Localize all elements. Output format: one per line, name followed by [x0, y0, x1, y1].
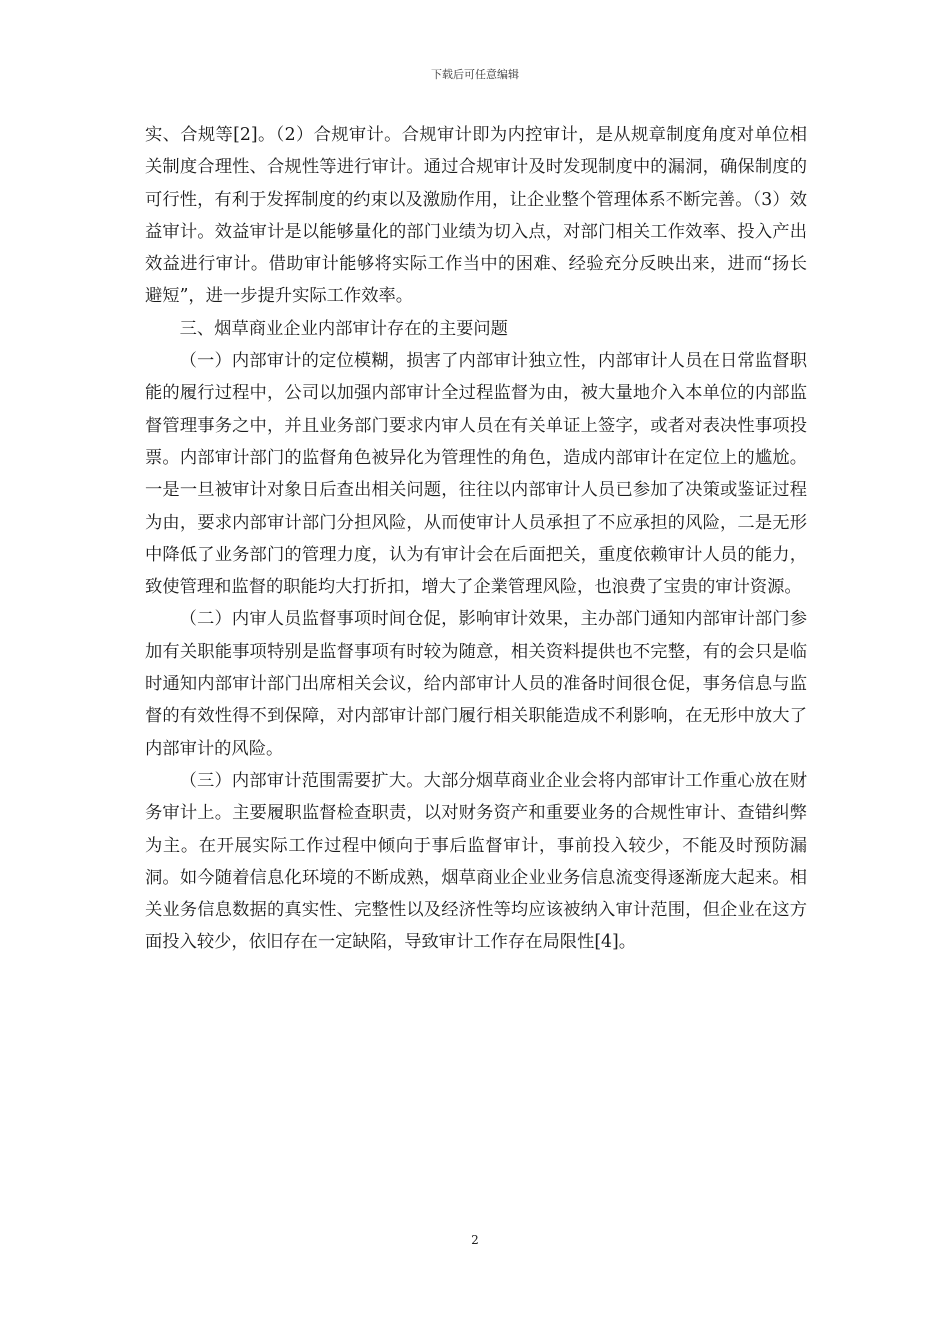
paragraph-issue-2: （二）内审人员监督事项时间仓促，影响审计效果，主办部门通知内部审计部门参加有关职能事项特别是监督事项有时较为随意，相关资料提供也不完整，有的会只是临时通知内部审计部门出席相关会议，给内部审计人员的准备时间很仓促，事务信息与监督的有效性得不到保障，对内部审计部门履行相关职能造成不利影响，在无形中放大了内部审计的风险。	[145, 609, 807, 759]
document-body	[145, 119, 807, 959]
paragraph-issue-1: （一）内部审计的定位模糊，损害了内部审计独立性，内部审计人员在日常监督职能的履行过程中，公司以加强内部审计全过程监督为由，被大量地介入本单位的内部监督管理事务之中，并且业务部门要求内审人员在有关单证上签字，或者对表决性事项投票。内部审计部门的监督角色被异化为管理性的角色，造成内部审计在定位上的尴尬。一是一旦被审计对象日后查出相关问题，往往以内部审计人员已参加了决策或鉴证过程为由，要求内部审计部门分担风险，从而使审计人员承担了不应承担的风险，二是无形中降低了业务部门的管理力度，认为有审计会在后面把关，重度依赖审计人员的能力，致使管理和监督的职能均大打折扣，增大了企業管理风险，也浪费了宝贵的审计资源。	[145, 351, 807, 598]
section-heading: 三、烟草商业企业内部审计存在的主要问题	[179, 318, 508, 339]
page-number: 2	[471, 1233, 479, 1247]
page-header: 下载后可任意编辑	[431, 68, 519, 81]
paragraph-continuation: 实、合规等[2]。（2）合规审计。合规审计即为内控审计，是从规章制度角度对单位相关制度合理性、合规性等进行审计。通过合规审计及时发现制度中的漏洞，确保制度的可行性，有利于发挥制度的约束以及激励作用，让企业整个管理体系不断完善。（3）效益审计。效益审计是以能够量化的部门业绩为切入点，对部门相关工作效率、投入产出效益进行审计。借助审计能够将实际工作当中的困难、经验充分反映出来，进而“扬长避短”，进一步提升实际工作效率。	[145, 125, 807, 307]
paragraph-issue-3: （三）内部审计范围需要扩大。大部分烟草商业企业会将内部审计工作重心放在财务审计上。主要履职监督检查职责，以对财务资产和重要业务的合规性审计、查错纠弊为主。在开展实际工作过程中倾向于事后监督审计，事前投入较少，不能及时预防漏洞。如今随着信息化环境的不断成熟，烟草商业企业业务信息流变得逐渐庞大起来。相关业务信息数据的真实性、完整性以及经济性等均应该被纳入审计范围，但企业在这方面投入较少，依旧存在一定缺陷，导致审计工作存在局限性[4]。	[145, 770, 807, 953]
